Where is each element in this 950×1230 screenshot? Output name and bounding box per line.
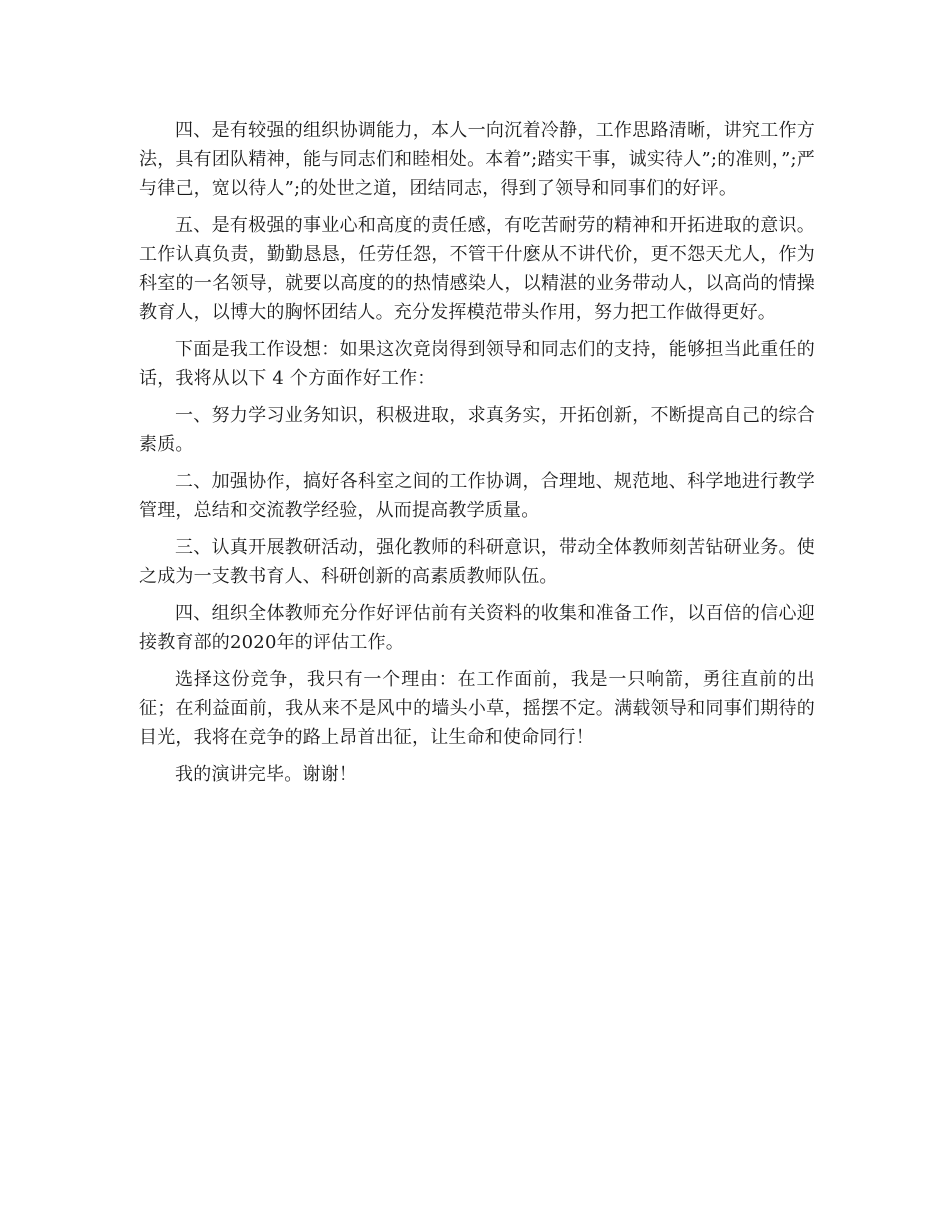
paragraph-6: 三、认真开展教研活动，强化教师的科研意识，带动全体教师刻苦钻研业务。使之成为一支教书育人、科研创新的高素质教师队伍。 bbox=[139, 537, 815, 587]
paragraph-7: 四、组织全体教师充分作好评估前有关资料的收集和准备工作，以百倍的信心迎接教育部的2020年的评估工作。 bbox=[139, 603, 815, 653]
paragraph-5: 二、加强协作，搞好各科室之间的工作协调，合理地、规范地、科学地进行教学管理，总结和交流教学经验，从而提高教学质量。 bbox=[139, 471, 815, 521]
document-body bbox=[139, 116, 815, 797]
paragraph-3: 下面是我工作设想：如果这次竟岗得到领导和同志们的支持，能够担当此重任的话，我将从以下 4 个方面作好工作： bbox=[139, 339, 815, 389]
paragraph-9: 我的演讲完毕。谢谢！ bbox=[175, 764, 357, 785]
paragraph-8: 选择这份竞争，我只有一个理由：在工作面前，我是一只响箭，勇往直前的出征；在利益面前，我从来不是风中的墙头小草，摇摆不定。满载领导和同事们期待的目光，我将在竞争的路上昂首出征，让生命和使命同行！ bbox=[139, 669, 815, 748]
paragraph-2: 五、是有极强的事业心和高度的责任感，有吃苦耐劳的精神和开拓进取的意识。工作认真负责，勤勤恳恳，任劳任怨，不管干什麽从不讲代价，更不怨天尤人，作为科室的一名领导，就要以高度的的热情感染人，以精湛的业务带动人，以高尚的情操教育人，以博大的胸怀团结人。充分发挥模范带头作用，努力把工作做得更好。 bbox=[139, 215, 815, 323]
paragraph-1: 四、是有较强的组织协调能力，本人一向沉着冷静，工作思路清晰，讲究工作方法，具有团队精神，能与同志们和睦相处。本着”;踏实干事，诚实待人”;的准则，”;严与律己，宽以待人”;的处世之道，团结同志，得到了领导和同事们的好评。 bbox=[139, 120, 815, 199]
paragraph-4: 一、努力学习业务知识，积极进取，求真务实，开拓创新，不断提高自己的综合素质。 bbox=[139, 405, 815, 455]
